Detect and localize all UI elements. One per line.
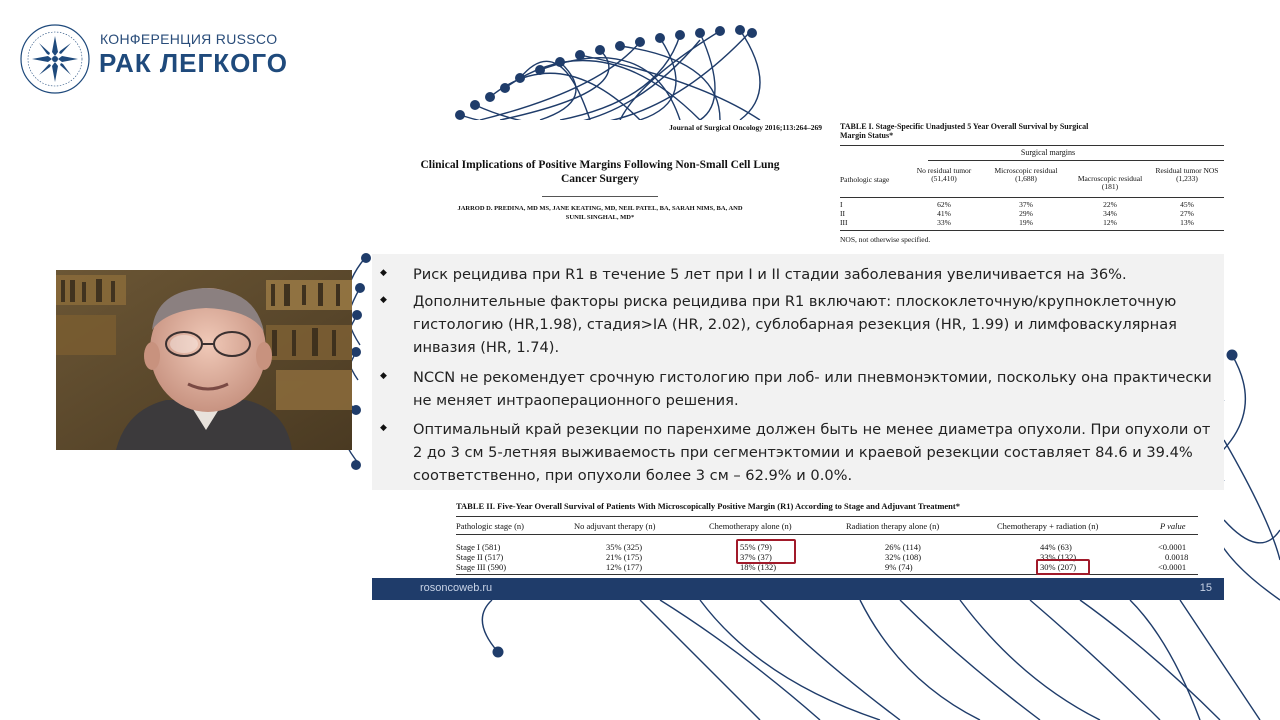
table2-cell: <0.0001 (1158, 542, 1187, 552)
table1-col-header: Residual tumor NOS (1,233) (1155, 166, 1219, 183)
table1-cell: 33% (937, 218, 951, 227)
table2-col-header: Chemotherapy alone (n) (709, 521, 792, 531)
table2-col-header: Pathologic stage (n) (456, 521, 524, 531)
bullet-list: ◆ Риск рецидива при R1 в течение 5 лет при I и II стадии заболевания увеличивается на 36%. ◆ Дополнительные факторы риска рецидива при R1 включают: плоскоклеточную/крупноклеточную гистологию (HR,1.98), стадия>IA (HR, 2.02), сублобарная резекция (HR, 1.99) и лимфоваскулярная инвазия (HR, 1.74). ◆ NCCN не рекомендует срочную гистологию при лоб- или пневмонэктомии, поскольку она практически не меняет интраоперационного решения. ◆ Оптимальный край резекции по паренхиме должен быть не менее диаметра опухоли. При опухоли от 2 до 3 см 5-летняя выживаемость при сегментэктомии и краевой резекции составляет 84.6 и 39.4% соответственно, при опухоли более 3 см – 62.9% и 0.0%. (372, 254, 1224, 490)
table1-col-header: No residual tumor (51,410) (916, 166, 972, 183)
table1-col-header: Microscopic residual (1,688) (994, 166, 1058, 183)
bullet-icon: ◆ (380, 423, 387, 433)
table2-cell: 32% (108) (885, 552, 922, 562)
bullet-icon: ◆ (380, 268, 387, 278)
table1-cell: 37% (1019, 200, 1033, 209)
table2-cell: 26% (114) (885, 542, 921, 552)
table2-cell: Stage III (590) (456, 562, 507, 572)
presentation-slide (372, 120, 1224, 600)
table2-caption: TABLE II. Five-Year Overall Survival of Patients With Microscopically Positive Margin (R1) According to Stage and Adjuvant Treatment* (456, 501, 960, 511)
bullet-icon: ◆ (380, 371, 387, 381)
table1-stage-header: Pathologic stage (840, 175, 890, 184)
table2-col-header: No adjuvant therapy (n) (574, 521, 656, 531)
table1-cell: 34% (1103, 209, 1117, 218)
table1-row-stage: II (840, 209, 845, 218)
table2-cell: Stage I (581) (456, 542, 501, 552)
highlight-box (736, 539, 796, 564)
table1-cell: 22% (1103, 200, 1117, 209)
table1-cell: 12% (1103, 218, 1117, 227)
conference-title: РАК ЛЕГКОГО (99, 48, 288, 78)
bullet-icon: ◆ (380, 295, 387, 305)
table1-caption: TABLE I. Stage-Specific Unadjusted 5 Year Overall Survival by Surgical Margin Status* (840, 122, 1089, 140)
table1-cell: 62% (937, 200, 951, 209)
table1-row-stage: I (840, 200, 843, 209)
table2-col-header: P value (1160, 521, 1186, 531)
table2-cell: <0.0001 (1158, 562, 1187, 572)
table1-row-stage: III (840, 218, 848, 227)
table2-cell: 33% (132) (1040, 552, 1077, 562)
russco-logo (18, 22, 92, 96)
table-stage-survival (838, 120, 1224, 246)
table2-cell: 30% (207) (1040, 562, 1077, 572)
table1-cell: 19% (1019, 218, 1033, 227)
table2-cell: 37% (37) (740, 552, 772, 562)
table2-col-header: Chemotherapy + radiation (n) (997, 521, 1099, 531)
table2-cell: 9% (74) (885, 562, 913, 572)
table2-cell: 35% (325) (606, 542, 643, 552)
table1-group-header: Surgical margins (1020, 148, 1076, 157)
table2-cell: 18% (132) (740, 562, 777, 572)
page-number: 15 (1199, 582, 1212, 594)
table2-col-header: Radiation therapy alone (n) (846, 521, 940, 531)
table2-cell: Stage II (517) (456, 552, 504, 562)
table1-col-header: Macroscopic residual (181) (1077, 174, 1143, 191)
highlight-box (1036, 559, 1090, 575)
title-divider (542, 196, 658, 197)
table2-cell: 44% (63) (1040, 542, 1072, 552)
slide-footer (372, 578, 1224, 600)
table-adjuvant-survival (372, 492, 1224, 578)
table1-cell: 45% (1180, 200, 1194, 209)
table1-cell: 13% (1180, 218, 1194, 227)
conference-label: КОНФЕРЕНЦИЯ RUSSCO (100, 31, 278, 47)
table2-cell: 0.0018 (1165, 552, 1189, 562)
journal-citation: Journal of Surgical Oncology 2016;113:264–269 (669, 123, 822, 132)
table2-cell: 12% (177) (606, 562, 643, 572)
table1-cell: 29% (1019, 209, 1033, 218)
speaker-video (56, 270, 352, 450)
table2-cell: 21% (175) (606, 552, 643, 562)
paper-header (372, 120, 828, 221)
footer-site: rosoncoweb.ru (420, 582, 493, 594)
table2-cell: 55% (79) (740, 542, 772, 552)
paper-title: Clinical Implications of Positive Margins Following Non-Small Cell Lung Cancer Surgery (420, 159, 780, 185)
paper-authors: JARROD D. PREDINA, MD MS, JANE KEATING, MD, NEIL PATEL, BA, SARAH NIMS, BA, AND SUNIL SINGHAL, MD* (457, 205, 743, 221)
table1-cell: 27% (1180, 209, 1194, 218)
table1-footnote: NOS, not otherwise specified. (840, 235, 931, 244)
table1-cell: 41% (937, 209, 951, 218)
